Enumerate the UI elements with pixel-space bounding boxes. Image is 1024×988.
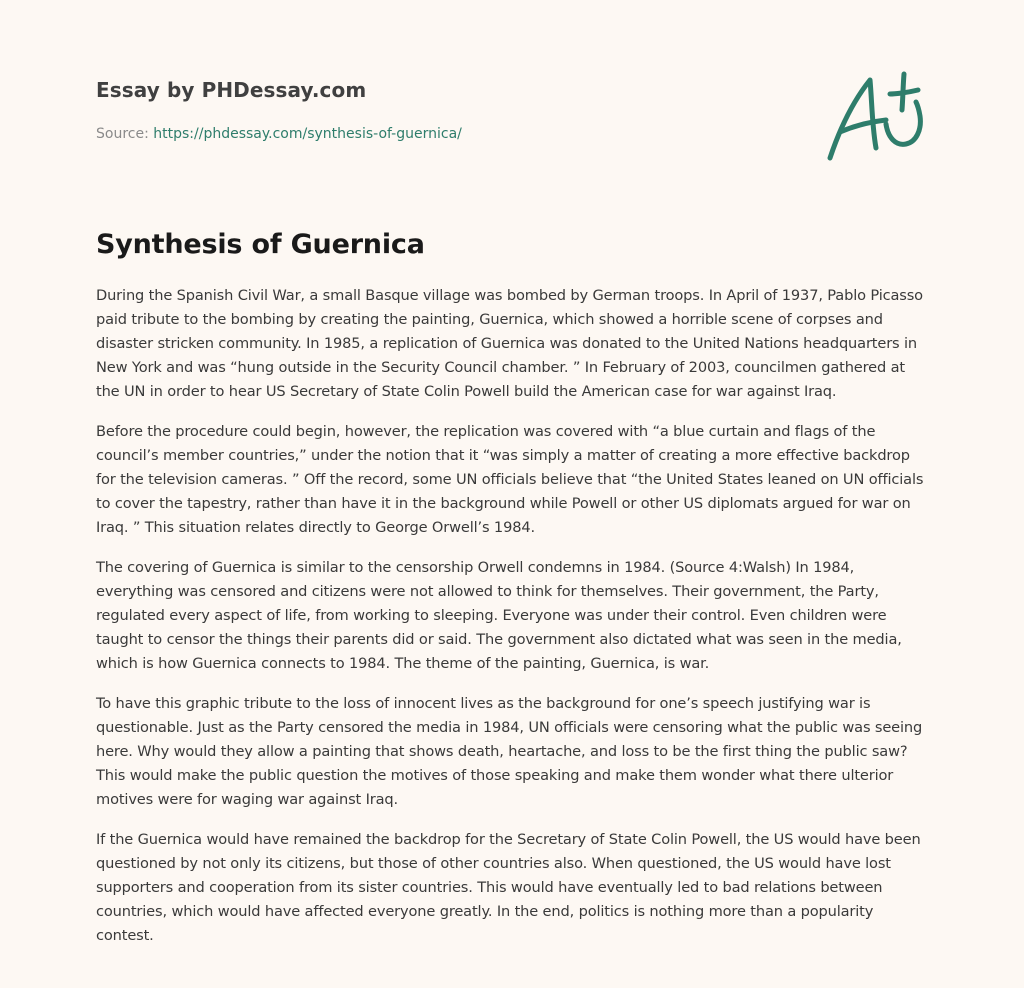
source-link[interactable]: https://phdessay.com/synthesis-of-guernica/ <box>153 126 462 142</box>
site-title: Essay by PHDessay.com <box>96 78 367 102</box>
article-paragraph: The covering of Guernica is similar to the censorship Orwell condemns in 1984. (Source 4:Walsh) In 1984, everything was censored and citizens were not allowed to think for themselves. Their government, the Party, regulated every aspect of life, from working to sleeping. Everyone was under their control. Even children were taught to censor the things their parents did or said. The government also dictated what was seen in the media, which is how Guernica connects to 1984. The theme of the painting, Guernica, is war. <box>96 559 902 672</box>
source-line <box>96 124 796 144</box>
a-plus-grade-logo-icon <box>820 66 930 166</box>
source-label: Source: <box>96 126 154 142</box>
article <box>96 226 928 964</box>
article-paragraph: During the Spanish Civil War, a small Basque village was bombed by German troops. In April of 1937, Pablo Picasso paid tribute to the bombing by creating the painting, Guernica, which showed a horrible scene of corpses and disaster stricken community. In 1985, a replication of Guernica was donated to the United Nations headquarters in New York and was “hung outside in the Security Council chamber. ” In February of 2003, councilmen gathered at the UN in order to hear US Secretary of State Colin Powell build the American case for war against Iraq. <box>96 287 923 400</box>
article-paragraph: To have this graphic tribute to the loss of innocent lives as the background for one’s speech justifying war is questionable. Just as the Party censored the media in 1984, UN officials were censoring what the public was seeing here. Why would they allow a painting that shows death, heartache, and loss to be the first thing the public saw? This would make the public question the motives of those speaking and make them wonder what there ulterior motives were for waging war against Iraq. <box>96 695 923 808</box>
article-paragraph: If the Guernica would have remained the backdrop for the Secretary of State Colin Powell, the US would have been questioned by not only its citizens, but those of other countries also. When questioned, the US would have lost supporters and cooperation from its sister countries. This would have eventually led to bad relations between countries, which would have affected everyone greatly. In the end, politics is nothing more than a popularity contest. <box>96 831 921 944</box>
article-title: Synthesis of Guernica <box>96 229 425 260</box>
page-header <box>96 76 796 144</box>
article-paragraph: Before the procedure could begin, however, the replication was covered with “a blue curtain and flags of the council’s member countries,” under the notion that it “was simply a matter of creating a more effective backdrop for the television cameras. ” Off the record, some UN officials believe that “the United States leaned on UN officials to cover the tapestry, rather than have it in the background while Powell or other US diplomats argued for war on Iraq. ” This situation relates directly to George Orwell’s 1984. <box>96 423 924 536</box>
